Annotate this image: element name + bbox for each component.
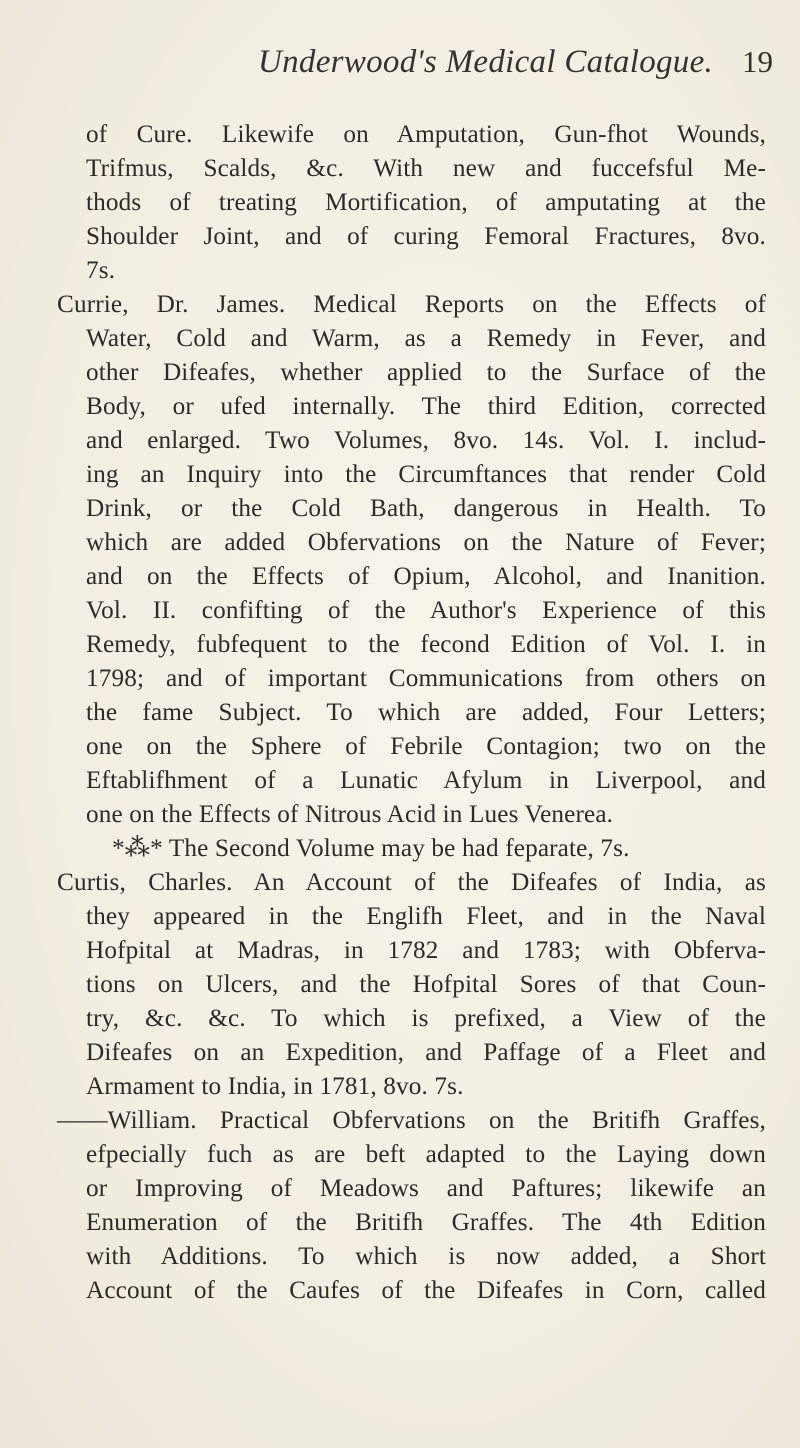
text-line: with Additions. To which is now added, a Short: [86, 1243, 766, 1270]
text-line: Trifmus, Scalds, &c. With new and fuccefsful Me-: [86, 155, 766, 182]
text-line: Remedy, fubfequent to the fecond Edition of Vol. I. in: [86, 631, 766, 658]
page-number: 19: [742, 44, 773, 79]
text-line: Body, or ufed internally. The third Edition, corrected: [86, 393, 766, 420]
running-head: [0, 44, 800, 94]
text-line: 1798; and of important Communications from others on: [86, 665, 766, 692]
text-line: Shoulder Joint, and of curing Femoral Fractures, 8vo.: [86, 223, 766, 250]
text-line: efpecially fuch as are beft adapted to the Laying down: [86, 1141, 766, 1168]
text-line: Water, Cold and Warm, as a Remedy in Fever, and: [86, 325, 766, 352]
text-line: of Cure. Likewife on Amputation, Gun-fhot Wounds,: [86, 121, 766, 148]
entry-first-line: Curtis, Charles. An Account of the Difeafes of India, as: [57, 869, 766, 896]
text-line: Account of the Caufes of the Difeafes in Corn, called: [86, 1277, 766, 1304]
text-line: ing an Inquiry into the Circumftances that render Cold: [86, 461, 766, 488]
entry-first-line: ——William. Practical Obfervations on the Britifh Graffes,: [57, 1107, 766, 1134]
text-line: Eftablifhment of a Lunatic Afylum in Liverpool, and: [86, 767, 766, 794]
text-line: they appeared in the Englifh Fleet, and in the Naval: [86, 903, 766, 930]
text-line: Armament to India, in 1781, 8vo. 7s.: [86, 1073, 464, 1100]
text-line: which are added Obfervations on the Nature of Fever;: [86, 529, 766, 556]
text-line: Drink, or the Cold Bath, dangerous in Health. To: [86, 495, 766, 522]
text-line: Enumeration of the Britifh Graffes. The 4th Edition: [86, 1209, 766, 1236]
text-line: the fame Subject. To which are added, Four Letters;: [86, 699, 766, 726]
text-line: or Improving of Meadows and Paftures; likewife an: [86, 1175, 766, 1202]
entry-first-line: Currie, Dr. James. Medical Reports on the Effects of: [57, 291, 766, 318]
running-title: Underwood's Medical Catalogue.: [258, 44, 714, 80]
text-line: and enlarged. Two Volumes, 8vo. 14s. Vol. I. includ-: [86, 427, 766, 454]
text-line: Difeafes on an Expedition, and Paffage of a Fleet and: [86, 1039, 766, 1066]
text-line: 7s.: [86, 257, 116, 284]
text-line: Vol. II. confifting of the Author's Experience of this: [86, 597, 766, 624]
text-line: other Difeafes, whether applied to the Surface of the: [86, 359, 766, 386]
volume-note: *⁂* The Second Volume may be had feparate, 7s.: [112, 835, 630, 862]
text-line: one on the Effects of Nitrous Acid in Lues Venerea.: [86, 801, 614, 828]
text-line: try, &c. &c. To which is prefixed, a View of the: [86, 1005, 766, 1032]
text-line: and on the Effects of Opium, Alcohol, and Inanition.: [86, 563, 766, 590]
text-line: tions on Ulcers, and the Hofpital Sores of that Coun-: [86, 971, 766, 998]
text-line: thods of treating Mortification, of amputating at the: [86, 189, 766, 216]
text-line: Hofpital at Madras, in 1782 and 1783; with Obferva-: [86, 937, 766, 964]
text-line: one on the Sphere of Febrile Contagion; two on the: [86, 733, 766, 760]
